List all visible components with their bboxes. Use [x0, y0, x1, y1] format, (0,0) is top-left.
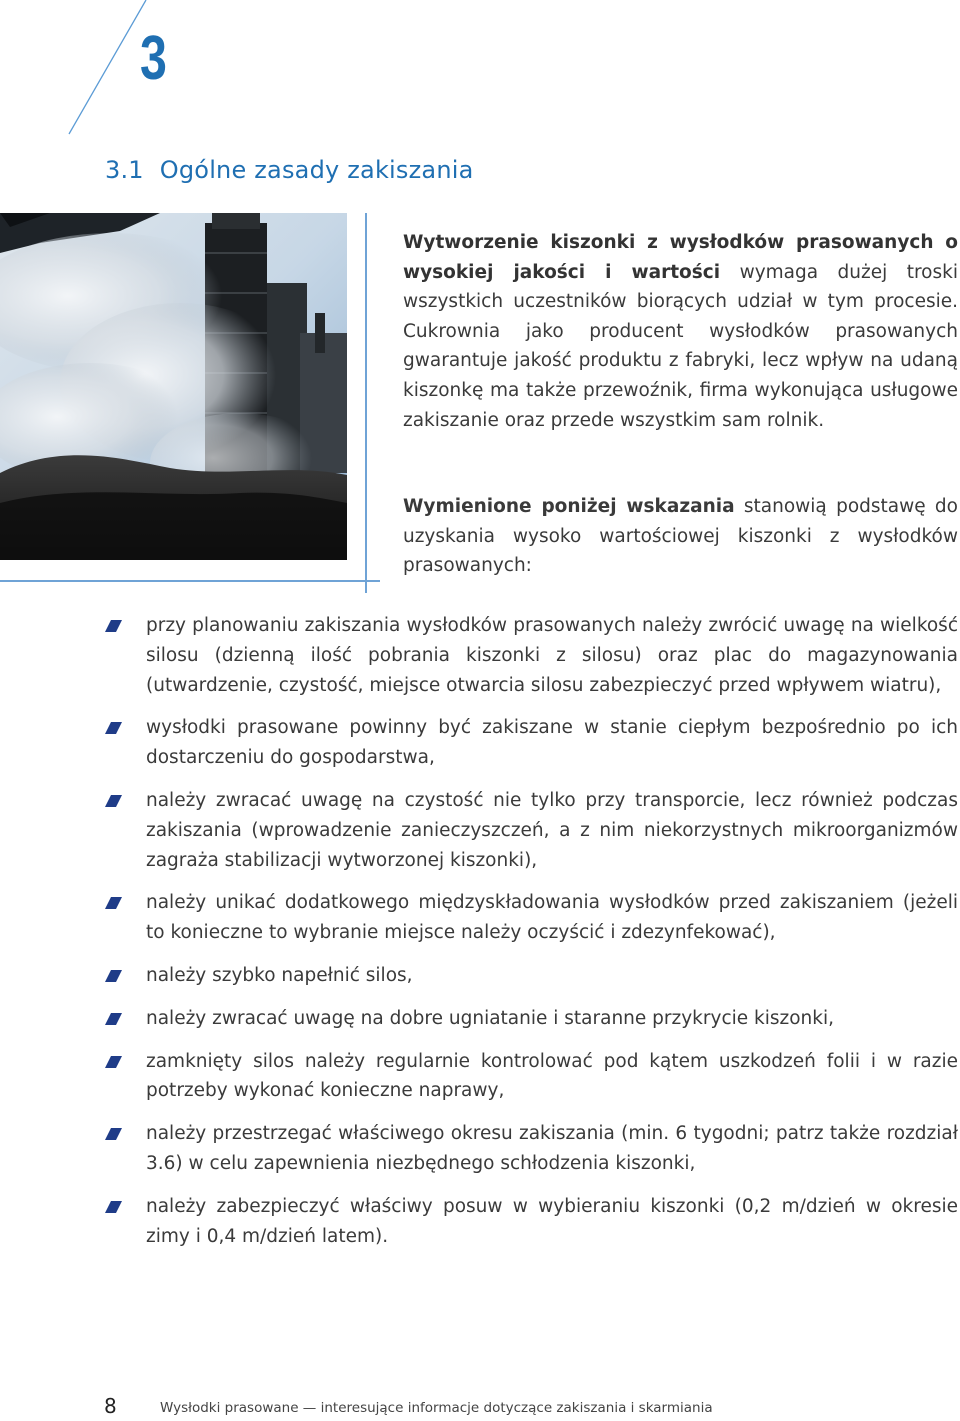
list-item-text: przy planowaniu zakiszania wysłodków prasowanych należy zwrócić uwagę na wielkość silosu (dzienną ilość pobrania kiszonki z silosu) oraz plac do magazynowania (utwardzenie, czystość, miejsce otwarcia silosu zabezpieczyć przed wpływem wiatru),	[146, 615, 958, 696]
bullet-icon	[105, 722, 122, 734]
section-title-text: Ogólne zasady zakiszania	[159, 156, 474, 184]
recommendations-list	[105, 611, 958, 1264]
intro-paragraph	[403, 228, 958, 435]
list-item	[105, 1047, 958, 1107]
section-number: 3.1	[105, 156, 144, 184]
bullet-icon	[105, 1128, 122, 1140]
bullet-icon	[105, 620, 122, 632]
bullet-icon	[105, 1056, 122, 1068]
list-item	[105, 1192, 958, 1252]
recommendations-intro	[403, 492, 958, 581]
bullet-icon	[105, 970, 122, 982]
bullet-icon	[105, 897, 122, 909]
list-item-text: należy unikać dodatkowego międzyskładowania wysłodków przed zakiszaniem (jeżeli to konieczne to wybranie miejsce należy oczyścić i zdezynfekować),	[146, 892, 958, 944]
list-item	[105, 888, 958, 948]
list-item	[105, 611, 958, 700]
footer-running-title: Wysłodki prasowane — interesujące informacje dotyczące zakiszania i skarmiania	[160, 1400, 713, 1416]
page-number: 8	[104, 1394, 117, 1418]
intro-bold-lead: Wytworzenie kiszonki z wysłodków prasowanych o wysokiej jakości i wartości	[403, 232, 958, 283]
bullet-icon	[105, 1013, 122, 1025]
list-item-text: należy zwracać uwagę na czystość nie tylko przy transporcie, lecz również podczas zakiszania (wprowadzenie zanieczyszczeń, a z nim niekorzystnych mikroorganizmów zagraża stabilizacji wytworzonej kiszonki),	[146, 789, 958, 871]
list-item	[105, 1004, 958, 1034]
list-item	[105, 1119, 958, 1179]
frame-vertical-line	[365, 213, 367, 593]
list-item-text: zamknięty silos należy regularnie kontrolować pod kątem uszkodzeń folii i w razie potrzeby wykonać konieczne naprawy,	[146, 1050, 958, 1102]
frame-horizontal-line	[0, 580, 380, 582]
list-item	[105, 961, 958, 991]
list-item-text: należy przestrzegać właściwego okresu zakiszania (min. 6 tygodni; patrz także rozdział 3.6) w celu zapewnienia niezbędnego schłodzenia kiszonki,	[146, 1123, 958, 1174]
section-title	[105, 156, 474, 184]
chapter-number: 3	[140, 24, 167, 93]
list-item-text: należy zwracać uwagę na dobre ugniatanie i staranne przykrycie kiszonki,	[146, 1007, 834, 1029]
recommendations-text: stanowią podstawę do uzyskania wysoko wartościowej kiszonki z wysłodków prasowanych:	[403, 496, 958, 577]
list-item	[105, 713, 958, 773]
list-item	[105, 786, 958, 875]
sugar-factory-photo	[0, 213, 347, 560]
intro-text: wymaga dużej troski wszystkich uczestników biorących udział w tym procesie. Cukrownia jako producent wysłodków prasowanych gwarantuje jakość produktu z fabryki, lecz wpływ na udaną kiszonkę ma także przewoźnik, firma wykonująca usługowe zakiszanie oraz przede wszystkim sam rolnik.	[403, 261, 958, 431]
bullet-icon	[105, 1201, 122, 1213]
list-item-text: należy szybko napełnić silos,	[146, 964, 413, 986]
list-item-text: należy zabezpieczyć właściwy posuw w wybieraniu kiszonki (0,2 m/dzień w okresie zimy i 0,4 m/dzień latem).	[146, 1195, 958, 1247]
recommendations-bold-lead: Wymienione poniżej wskazania	[403, 496, 735, 517]
bullet-icon	[105, 795, 122, 807]
list-item-text: wysłodki prasowane powinny być zakiszane w stanie ciepłym bezpośrednio po ich dostarczeniu do gospodarstwa,	[146, 717, 958, 769]
